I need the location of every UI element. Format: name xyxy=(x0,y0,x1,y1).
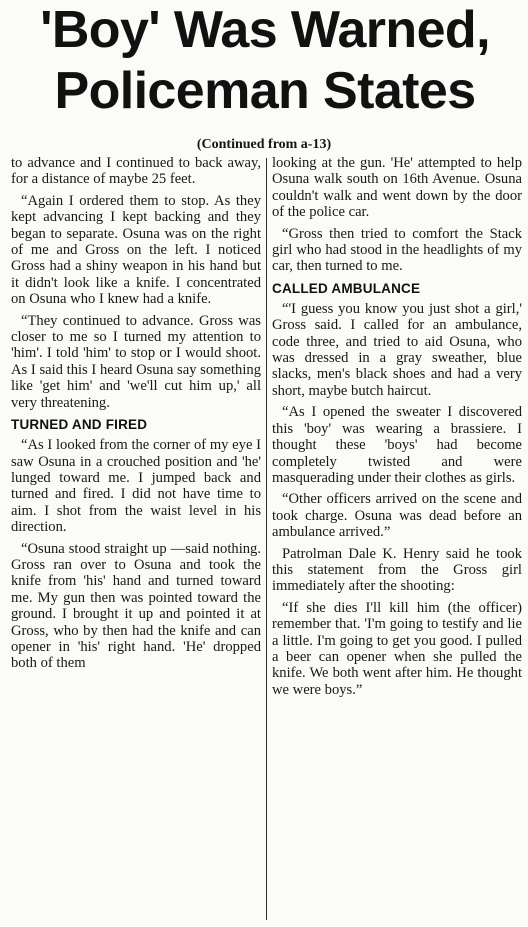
paragraph: “They continued to advance. Gross was closer to me so I turned my attention to 'him'. I told 'him' to stop or I would shoot. As I said this I heard Osuna say something like 'get him' and 'we'll cut him up,' all very threatening. xyxy=(11,312,261,411)
paragraph: “Osuna stood straight up —said nothing. Gross ran over to Osuna and took the knife from 'his' hand and turned toward me. My gun then was pointed toward the ground. I brought it up and pointed it at Gross, who by then had the knife and can opener in 'his' right hand. 'He' dropped both of them xyxy=(11,540,261,672)
paragraph: “'I guess you know you just shot a girl,' Gross said. I called for an ambulance, code three, and tried to aid Osuna, who was dressed in a gray sweather, blue slacks, men's black shoes and had a very short, maybe butch haircut. xyxy=(272,300,522,399)
article-column-left xyxy=(11,155,261,677)
column-divider xyxy=(266,158,267,920)
paragraph: “Again I ordered them to stop. As they kept advancing I kept backing and they began to separate. Osuna was on the right of me and Gross on the left. I noticed Gross had a shiny weapon in his hand but it didn't look like a knife. I concentrated on Osuna who I knew had a knife. xyxy=(11,192,261,308)
paragraph: “Other officers arrived on the scene and took charge. Osuna was dead before an ambulance arrived.” xyxy=(272,491,522,541)
paragraph: Patrolman Dale K. Henry said he took this statement from the Gross girl immediately after the shooting: xyxy=(272,545,522,595)
subheading-called-ambulance: CALLED AMBULANCE xyxy=(272,280,421,296)
paragraph: “As I opened the sweater I discovered this 'boy' was wearing a brassiere. I thought these 'boys' had become completely twisted and were masquerading under their clothes as girls. xyxy=(272,404,522,486)
paragraph: “Gross then tried to comfort the Stack girl who had stood in the headlights of my car, then turned to me. xyxy=(272,225,522,275)
headline-line-2: Policeman States xyxy=(54,62,476,120)
article-column-right xyxy=(272,155,522,703)
paragraph: looking at the gun. 'He' attempted to help Osuna walk south on 16th Avenue. Osuna couldn't walk and went down by the door of the police car. xyxy=(272,155,522,221)
subheading-turned-and-fired: TURNED AND FIRED xyxy=(11,417,148,433)
paragraph: “If she dies I'll kill him (the officer) remember that. 'I'm going to testify and lie a little. I'm going to get you good. I pulled a beer can opener when she pulled the knife. We both went after him. He thought we were boys.” xyxy=(272,599,522,698)
continued-note: (Continued from a-13) xyxy=(196,137,332,152)
paragraph: to advance and I continued to back away, for a distance of maybe 25 feet. xyxy=(11,155,261,188)
headline-line-1: 'Boy' Was Warned, xyxy=(40,1,490,59)
headline xyxy=(6,0,524,122)
paragraph: “As I looked from the corner of my eye I saw Osuna in a crouched position and 'he' lunged toward me. I jumped back and turned and fired. I did not have time to aim. I shot from the waist level in his direction. xyxy=(11,437,261,536)
